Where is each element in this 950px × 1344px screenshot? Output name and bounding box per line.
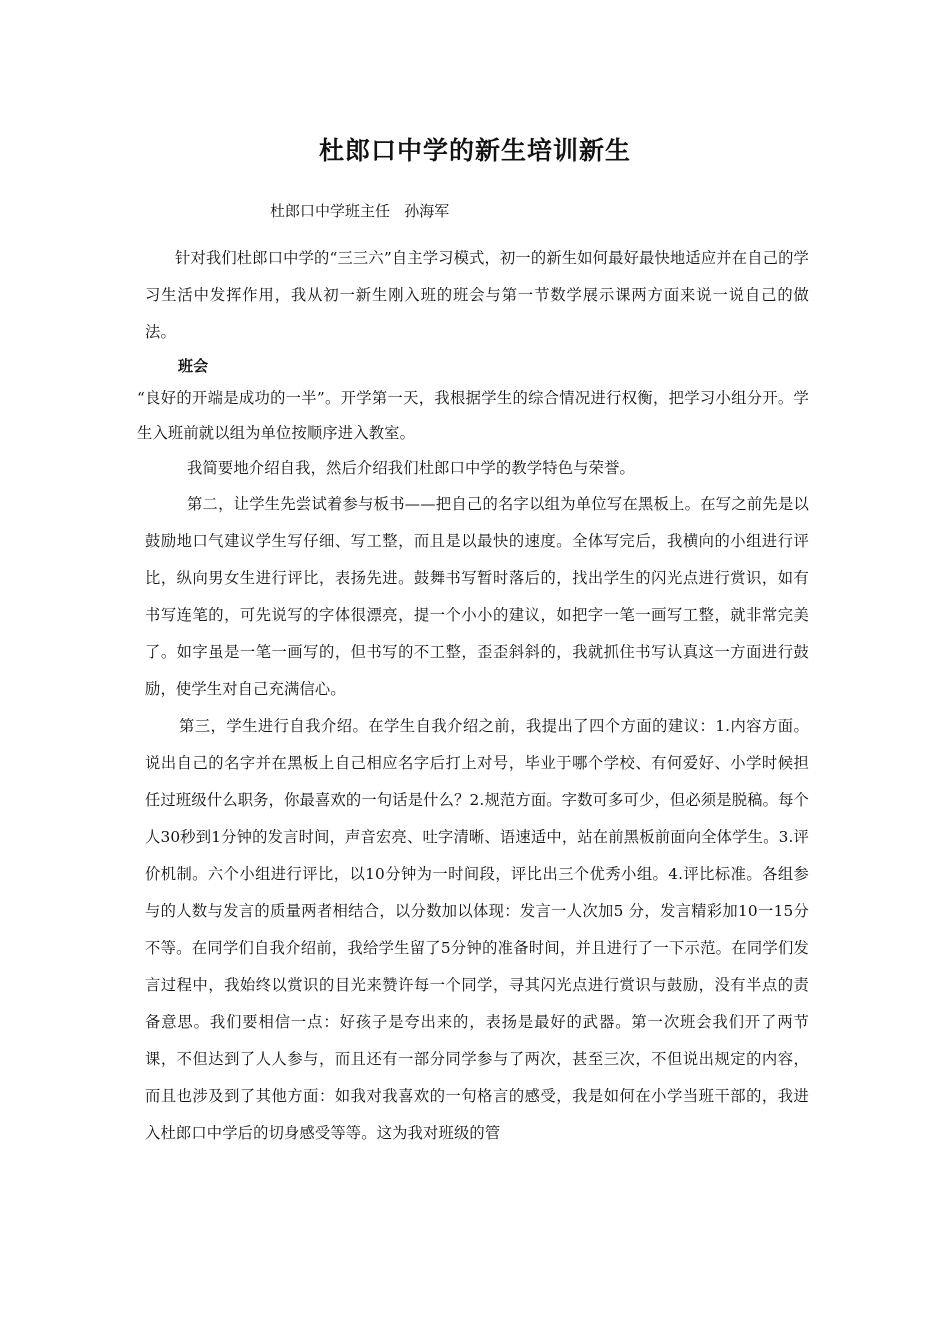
- document-title: 杜郎口中学的新生培训新生: [318, 136, 631, 165]
- document-author: 杜郎口中学班主任 孙海军: [270, 202, 450, 220]
- section-heading: 班会: [178, 357, 209, 375]
- second-step-paragraph: 第二，让学生先尝试着参与板书——把自己的名字以组为单位写在黑板上。在写之前先是以鼓励地口气建议学生写仔细、写工整，而且是以最快的速度。全体写完后，我横向的小组进行评比，纵向男女生进行评比，表扬先进。鼓舞书写暂时落后的，找出学生的闪光点进行赏识，如有书写连笔的，可先说写的字体很漂亮，提一个小小的建议，如把字一笔一画写工整，就非常完美了。如字虽是一笔一画写的，但书写的不工整，歪歪斜斜的，我就抓住书写认真这一方面进行鼓励，使学生对自己充满信心。: [145, 495, 809, 698]
- self-intro-paragraph: 我简要地介绍自我，然后介绍我们杜郎口中学的教学特色与荣誉。: [187, 459, 635, 477]
- third-step-paragraph: 第三，学生进行自我介绍。在学生自我介绍之前，我提出了四个方面的建议：1.内容方面。说出自己的名字并在黑板上自己相应名字后打上对号，毕业于哪个学校、有何爱好、小学时候担任过班级什么职务，你最喜欢的一句话是什么？2.规范方面。字数可多可少，但必须是脱稿。每个人30秒到1分钟的发言时间，声音宏亮、吐字清晰、语速适中，站在前黑板前面向全体学生。3.评价机制。六个小组进行评比，以10分钟为一时间段，评比出三个优秀小组。4.评比标准。各组参与的人数与发言的质量两者相结合，以分数加以体现：发言一人次加5 分，发言精彩加10一15分不等。在同学们自我介绍前，我给学生留了5分钟的准备时间，并且进行了一下示范。在同学们发言过程中，我始终以赏识的目光来赞许每一个同学，寻其闪光点进行赏识与鼓励，没有半点的责备意思。我们要相信一点：好孩子是夸出来的，表扬是最好的武器。第一次班会我们开了两节课，不但达到了人人参与，而且还有一部分同学参与了两次，甚至三次，不但说出规定的内容，而且也涉及到了其他方面：如我对我喜欢的一句格言的感受，我是如何在小学当班干部的，我进入杜郎口中学后的切身感受等等。这为我对班级的管: [145, 717, 809, 1142]
- document-body: [137, 240, 809, 1152]
- intro-paragraph: 针对我们杜郎口中学的“三三六”自主学习模式，初一的新生如何最好最快地适应并在自己的学习生活中发挥作用，我从初一新生刚入班的班会与第一节数学展示课两方面来说一说自己的做法。: [145, 249, 809, 341]
- quote-paragraph: “良好的开端是成功的一半”。开学第一天，我根据学生的综合情况进行权衡，把学习小组分开。学生入班前就以组为单位按顺序进入教室。: [137, 389, 809, 442]
